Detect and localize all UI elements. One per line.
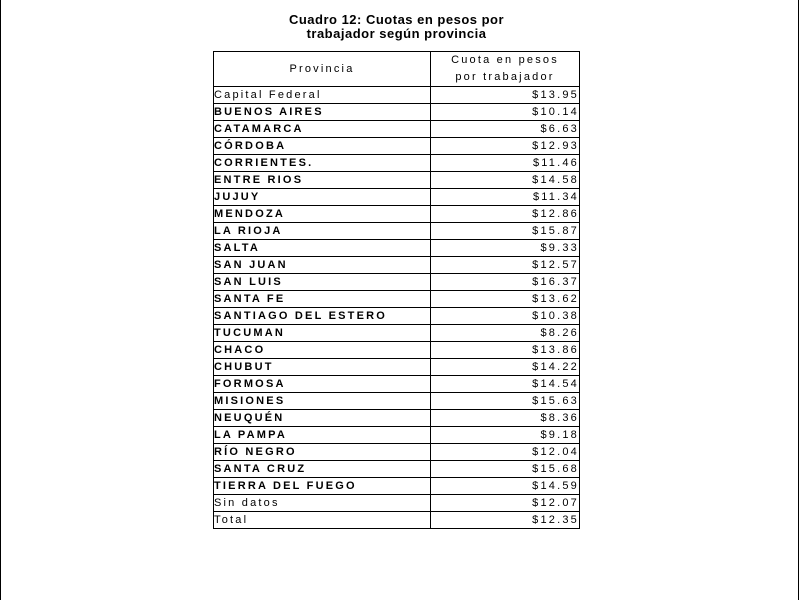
header-quota [431,52,580,87]
quota-value-cell: $8.26 [431,325,580,342]
province-name-cell: MENDOZA [214,206,431,223]
province-name-cell: TUCUMAN [214,325,431,342]
table-row [214,155,580,172]
province-name-cell: ENTRE RIOS [214,172,431,189]
table-row [214,393,580,410]
table-row [214,172,580,189]
quota-value-cell: $13.95 [431,87,580,104]
table-row [214,410,580,427]
quota-value-cell: $13.62 [431,291,580,308]
quota-value-cell: $12.35 [431,512,580,529]
quota-value-cell: $11.34 [431,189,580,206]
header-quota-line-1: Cuota en pesos [451,54,559,66]
province-name-cell: LA PAMPA [214,427,431,444]
table-row [214,444,580,461]
province-name-cell: CATAMARCA [214,121,431,138]
province-name-cell: CHUBUT [214,359,431,376]
province-quota-table [213,51,580,529]
title-line-1: Cuadro 12: Cuotas en pesos por [288,12,505,27]
quota-value-cell: $8.36 [431,410,580,427]
table-row [214,512,580,529]
province-name-cell: NEUQUÉN [214,410,431,427]
table-row [214,342,580,359]
province-name-cell: SANTA CRUZ [214,461,431,478]
table-row [214,223,580,240]
table-row [214,274,580,291]
province-name-cell: CÓRDOBA [214,138,431,155]
quota-value-cell: $15.87 [431,223,580,240]
province-name-cell: SAN JUAN [214,257,431,274]
table-row [214,87,580,104]
table-header-row [214,52,580,87]
quota-value-cell: $9.33 [431,240,580,257]
province-name-cell: SANTA FE [214,291,431,308]
quota-value-cell: $12.04 [431,444,580,461]
table-row [214,138,580,155]
table-row [214,240,580,257]
header-province: Provincia [214,52,431,87]
header-quota-line-2: por trabajador [455,71,555,83]
quota-value-cell: $14.59 [431,478,580,495]
province-name-cell: RÍO NEGRO [214,444,431,461]
title-line-2: trabajador según provincia [306,26,487,41]
province-name-cell: SANTIAGO DEL ESTERO [214,308,431,325]
province-name-cell: Sin datos [214,495,431,512]
quota-value-cell: $6.63 [431,121,580,138]
table-row [214,461,580,478]
quota-value-cell: $12.57 [431,257,580,274]
table-row [214,121,580,138]
table-row [214,359,580,376]
province-name-cell: CHACO [214,342,431,359]
province-name-cell: BUENOS AIRES [214,104,431,121]
quota-value-cell: $12.86 [431,206,580,223]
quota-value-cell: $16.37 [431,274,580,291]
quota-value-cell: $15.68 [431,461,580,478]
quota-value-cell: $10.38 [431,308,580,325]
quota-value-cell: $14.58 [431,172,580,189]
table-row [214,325,580,342]
quota-value-cell: $11.46 [431,155,580,172]
province-name-cell: Total [214,512,431,529]
quota-value-cell: $15.63 [431,393,580,410]
province-name-cell: LA RIOJA [214,223,431,240]
province-name-cell: SALTA [214,240,431,257]
quota-value-cell: $14.54 [431,376,580,393]
province-name-cell: MISIONES [214,393,431,410]
table-row [214,291,580,308]
quota-value-cell: $14.22 [431,359,580,376]
province-name-cell: Capital Federal [214,87,431,104]
table-row [214,495,580,512]
table-row [214,104,580,121]
table-row [214,427,580,444]
table-row [214,308,580,325]
table-row [214,189,580,206]
table-row [214,257,580,274]
quota-value-cell: $9.18 [431,427,580,444]
table-row [214,478,580,495]
quota-value-cell: $10.14 [431,104,580,121]
quota-value-cell: $12.07 [431,495,580,512]
quota-value-cell: $12.93 [431,138,580,155]
province-name-cell: FORMOSA [214,376,431,393]
table-body [214,87,580,529]
province-name-cell: JUJUY [214,189,431,206]
quota-value-cell: $13.86 [431,342,580,359]
table-row [214,376,580,393]
province-name-cell: SAN LUIS [214,274,431,291]
table-row [214,206,580,223]
province-name-cell: TIERRA DEL FUEGO [214,478,431,495]
province-name-cell: CORRIENTES. [214,155,431,172]
table-title [0,13,793,41]
